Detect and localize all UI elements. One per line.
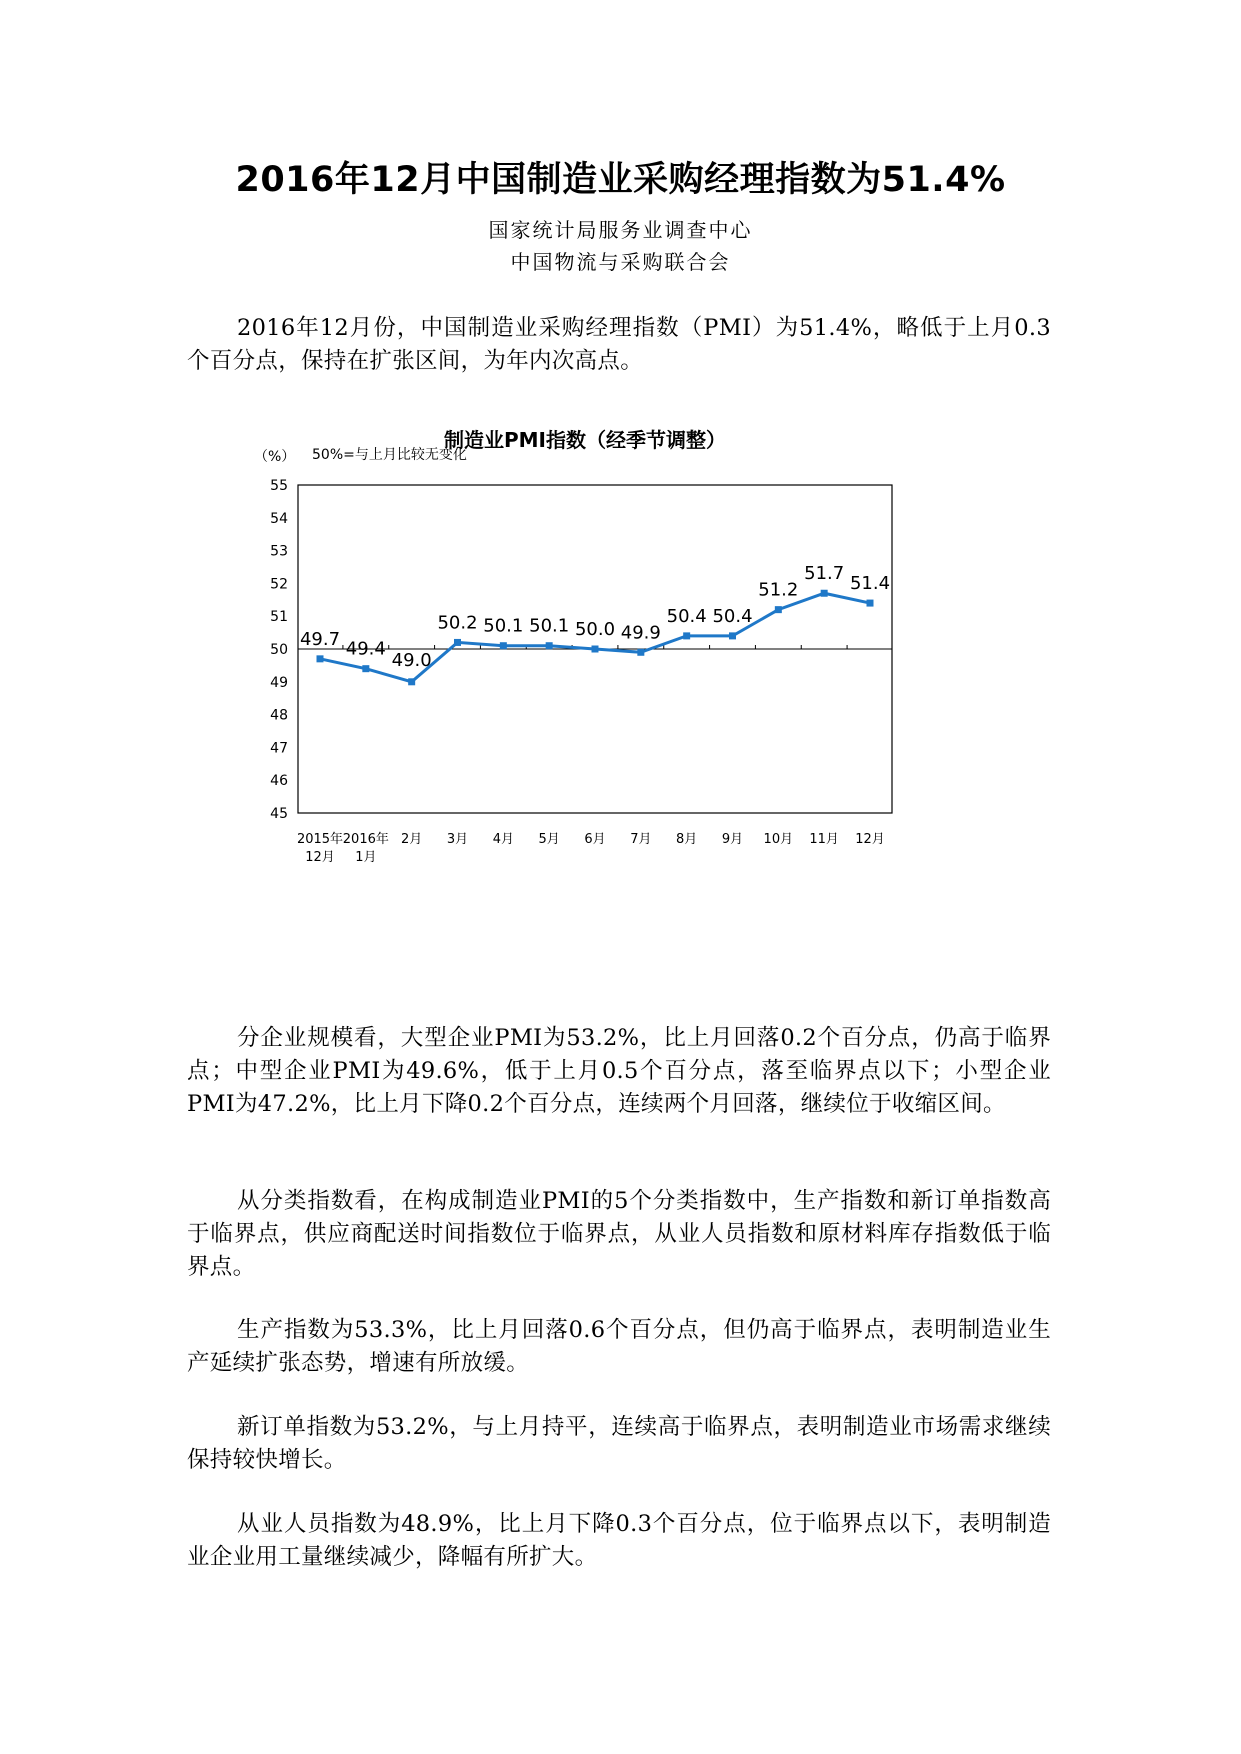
org-line-1: 国家统计局服务业调查中心 [488,218,753,242]
paragraph-4: 生产指数为53.3%，比上月回落0.6个百分点，但仍高于临界点，表明制造业生产延续扩张态势，增速有所放缓。 [187,1317,1051,1376]
x-tick-label: 12月 [305,850,335,865]
data-point [821,590,828,597]
data-label: 51.4 [849,573,891,595]
data-point [317,655,324,662]
x-tick-label: 7月 [630,832,652,847]
data-point [408,678,415,685]
x-tick-label: 9月 [721,832,744,847]
y-tick-label: 55 [270,478,288,494]
data-label: 50.4 [666,605,707,627]
y-tick-label: 50 [270,642,288,658]
data-point [729,632,736,639]
data-point [546,642,553,649]
data-point [500,642,507,649]
y-tick-label: 53 [270,543,288,560]
y-tick-label: 52 [270,576,288,593]
y-tick-label: 47 [270,740,288,757]
org-line-2: 中国物流与采购联合会 [510,250,731,274]
y-tick-label: 49 [270,674,288,691]
paragraph-3: 从分类指数看，在构成制造业PMI的5个分类指数中，生产指数和新订单指数高于临界点，供应商配送时间指数位于临界点，从业人员指数和原材料库存指数低于临界点。 [187,1188,1051,1280]
data-label: 49.9 [620,622,661,644]
data-point [775,606,782,613]
x-tick-label: 2015年 [296,832,344,847]
x-tick-label: 10月 [763,832,794,847]
pmi-chart [250,425,1030,985]
data-point [454,639,461,646]
paragraph-2: 分企业规模看，大型企业PMI为53.2%，比上月回落0.2个百分点，仍高于临界点；中型企业PMI为49.6%，低于上月0.5个百分点，落至临界点以下；小型企业PMI为47.2%，比上月下降0.2个百分点，连续两个月回落，继续位于收缩区间。 [187,1025,1051,1117]
data-point [867,600,874,607]
data-label: 51.7 [804,563,845,585]
chart-annotation: 50%=与上月比较无变化 [312,447,467,463]
data-label: 50.2 [437,612,478,634]
y-tick-label: 51 [270,609,288,626]
data-point [683,632,690,639]
paragraph-1: 2016年12月份，中国制造业采购经理指数（PMI）为51.4%，略低于上月0.3个百分点，保持在扩张区间，为年内次高点。 [187,315,1051,374]
data-label: 50.4 [712,605,753,627]
x-tick-label: 1月 [355,850,377,865]
x-tick-label: 3月 [446,832,469,847]
x-tick-label: 4月 [492,832,514,847]
pmi-chart-svg [250,425,1030,985]
x-tick-label: 8月 [676,832,698,847]
data-label: 50.1 [483,615,524,637]
data-label: 50.0 [574,619,616,640]
y-tick-label: 54 [270,510,288,527]
x-tick-label: 5月 [538,832,560,847]
chart-unit-label: （%） [254,449,296,465]
x-tick-label: 11月 [809,832,839,847]
x-tick-label: 2月 [401,832,423,847]
data-label: 51.2 [758,579,799,601]
paragraph-6: 从业人员指数为48.9%，比上月下降0.3个百分点，位于临界点以下，表明制造业企业用工量继续减少，降幅有所扩大。 [187,1511,1051,1570]
y-tick-label: 46 [270,773,288,790]
data-label: 49.7 [299,628,341,650]
x-tick-label: 2016年 [342,832,389,847]
x-tick-label: 12月 [855,832,885,847]
data-point [637,649,644,656]
paragraph-5: 新订单指数为53.2%，与上月持平，连续高于临界点，表明制造业市场需求继续保持较快增长。 [187,1414,1051,1473]
data-label: 49.0 [391,649,432,671]
data-label: 49.4 [345,638,386,660]
data-label: 50.1 [529,615,570,637]
x-tick-label: 6月 [584,832,606,847]
data-point [592,646,599,653]
y-tick-label: 48 [270,707,288,724]
data-point [362,665,369,672]
page-title: 2016年12月中国制造业采购经理指数为51.4% [235,160,1006,200]
chart-title: 制造业PMI指数（经季节调整） [443,428,727,452]
y-tick-label: 45 [270,806,288,822]
